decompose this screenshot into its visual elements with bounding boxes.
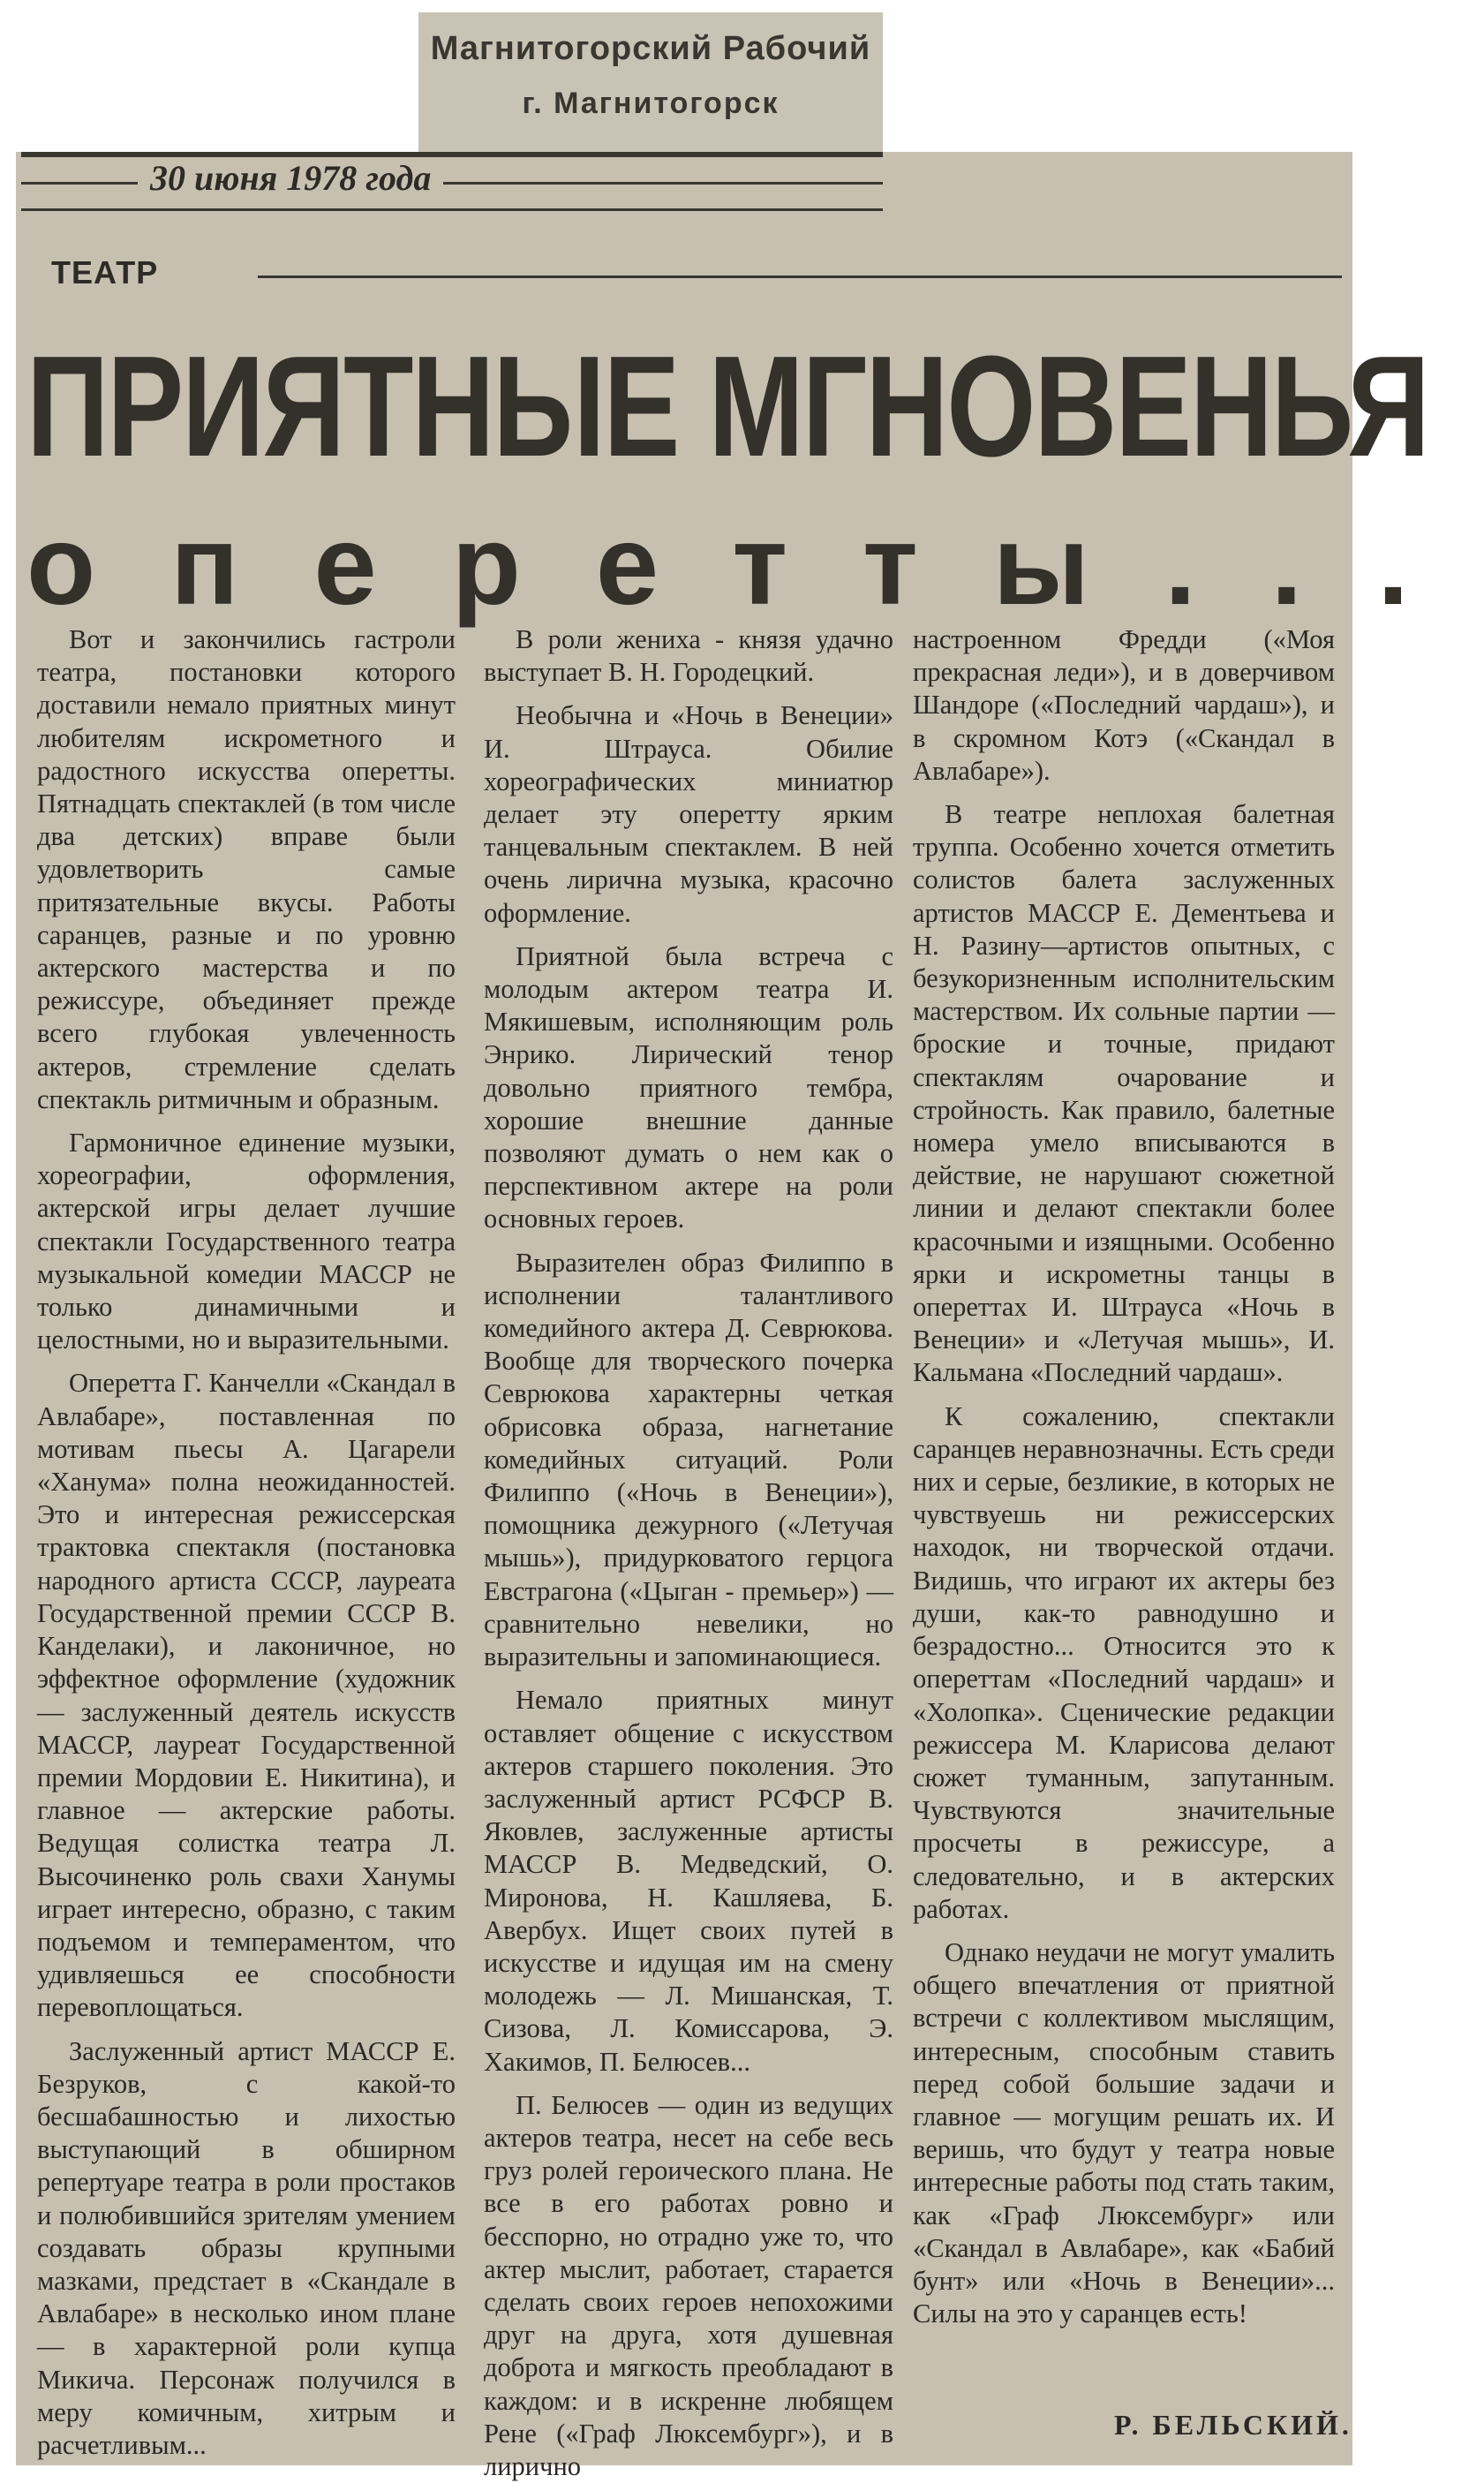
rubric-rule: [258, 275, 1342, 278]
paragraph: Необычна и «Ночь в Венеции» И. Штрауса. Обилие хореографических миниатюр делает эту оперетту ярким танцевальным спектаклем. В ней очень лирична музыка, красочно оформление.: [484, 700, 893, 928]
issue-date: 30 июня 1978 года: [138, 157, 443, 199]
article-column-2: [484, 623, 893, 2481]
paragraph: Однако неудачи не могут умалить общего впечатления от приятной встречи с коллективом мыслящим, интересным, способным ставить перед собой большие задачи и главное — могущим решать их. И веришь, что будут у театра новые интересные работы под стать таким, как «Граф Люксембург» или «Скандал в Авлабаре», как «Бабий бунт» или «Ночь в Венеции»... Силы на это у саранцев есть!: [913, 1936, 1335, 2329]
newspaper-stamp: [418, 12, 883, 154]
paragraph: К сожалению, спектакли саранцев неравнозначны. Есть среди них и серые, безликие, в которых не чувствуешь ни режиссерских находок, ни творческой отдачи. Видишь, что играют их актеры без души, как-то равнодушно и безрадостно... Относится это к опереттам «Последний чардаш» и «Холопка». Сценические редакции режиссера М. Кларисова делают сюжет туманным, запутанным. Чувствуются значительные просчеты в режиссуре, а следовательно, и в актерских работах.: [913, 1400, 1335, 1924]
newspaper-city: г. Магнитогорск: [522, 87, 780, 120]
date-rule-lower: [21, 208, 883, 211]
paragraph: Заслуженный артист МАССР Е. Безруков, с какой-то бесшабашностью и лихостью выступающий в обширном репертуаре театра в роли простаков и полюбившийся зрителям умением создавать образы крупными мазками, предстает в «Скандале в Авлабаре» в несколько ином плане — в характерной роли купца Микича. Персонаж получился в меру комичным, хитрым и расчетливым...: [37, 2035, 456, 2460]
article-headline: ПРИЯТНЫЕ МГНОВЕНЬЯ: [26, 325, 1428, 487]
paragraph: В роли жениха - князя удачно выступает В. Н. Городецкий.: [484, 624, 893, 688]
article-subheadline: оперетты...: [26, 502, 1484, 629]
paragraph: Гармоничное единение музыки, хореографии, оформления, актерской игры делает лучшие спектакли Государственного театра музыкальной комедии МАССР не только динамичными и целостными, но и выразительными.: [37, 1128, 456, 1355]
paragraph: Немало приятных минут оставляет общение с искусством актеров старшего поколения. Это заслуженный артист РСФСР В. Яковлев, заслуженные артисты МАССР В. Медведский, О. Миронова, Н. Кашляева, Б. Авербух. Ищет своих путей в искусстве и идущая им на смену молодежь — Л. Мишанская, Т. Сизова, Л. Комиссарова, Э. Хакимов, П. Белюсев...: [484, 1685, 893, 2077]
paragraph: П. Белюсев — один из ведущих актеров театра, несет на себе весь груз ролей героического плана. Не все в его работах ровно и бесспорно, но отрадно уже то, что актер мыслит, работает, старается сделать своих героев непохожими друг на друга, хотя душевная доброта и мягкость преобладают в каждом: и в искренне любящем Рене («Граф Люксембург»), и в лирично: [484, 2089, 893, 2481]
author-signature: Р. БЕЛЬСКИЙ.: [1114, 2409, 1352, 2441]
paragraph: Вот и закончились гастроли театра, постановки которого доставили немало приятных минут любителям искрометного и радостного искусства оперетты. Пятнадцать спектаклей (в том числе два детских) вправе были удовлетворить самые притязательные вкусы. Работы саранцев, разные и по уровню актерского мастерства и по режиссуре, объединяет прежде всего глубокая увлеченность актеров, стремление сделать спектакль ритмичным и образным.: [37, 624, 456, 1114]
article-column-3: [913, 623, 1335, 2442]
article-column-1: [37, 623, 456, 2460]
paragraph: Выразителен образ Филиппо в исполнении талантливого комедийного актера Д. Севрюкова. Вообще для творческого почерка Севрюкова характерны четкая обрисовка образа, нагнетание комедийных ситуаций. Роли Филиппо («Ночь в Венеции»), помощника дежурного («Летучая мышь»), придурковатого герцога Евстрагона («Цыган - премьер») — сравнительно невелики, но выразительны и запоминающиеся.: [484, 1247, 893, 1672]
paragraph: настроенном Фредди («Моя прекрасная леди»), и в доверчивом Шандоре («Последний чардаш»), и в скромном Котэ («Скандал в Авлабаре»).: [913, 624, 1335, 786]
paragraph: Приятной была встреча с молодым актером театра И. Мякишевым, исполняющим роль Энрико. Лирический тенор довольно приятного тембра, хорошие внешние данные позволяют думать о нем как о перспективном актере на роли основных героев.: [484, 940, 893, 1234]
section-rubric: ТЕАТР: [51, 254, 159, 291]
paragraph: Оперетта Г. Канчелли «Скандал в Авлабаре», поставленная по мотивам пьесы А. Цагарели «Ханума» полна неожиданностей. Это и интересная режиссерская трактовка спектакля (постановка народного артиста СССР, лауреата Государственной премии СССР В. Канделаки), и лаконичное, но эффектное оформление (художник — заслуженный деятель искусств МАССР, лауреат Государственной премии Мордовии Е. Никитина), и главное — актерские работы. Ведущая солистка театра Л. Высочиненко роль свахи Ханумы играет интересно, образно, с таким подъемом и темпераментом, что удивляешься ее способности перевоплощаться.: [37, 1368, 456, 2023]
paragraph: В театре неплохая балетная труппа. Особенно хочется отметить солистов балета заслуженных артистов МАССР Е. Дементьева и Н. Разину—артистов опытных, с безукоризненным исполнительским мастерством. Их сольные партии — броские и точные, придают спектаклям очарование и стройность. Как правило, балетные номера умело вписываются в действие, не нарушают сюжетной линии и делают спектакли более красочными и изящными. Особенно ярки и искрометны танцы в опереттах И. Штрауса «Ночь в Венеции» и «Летучая мышь», И. Кальмана «Последний чардаш».: [913, 799, 1335, 1388]
newspaper-name: Магнитогорский Рабочий: [430, 30, 871, 67]
